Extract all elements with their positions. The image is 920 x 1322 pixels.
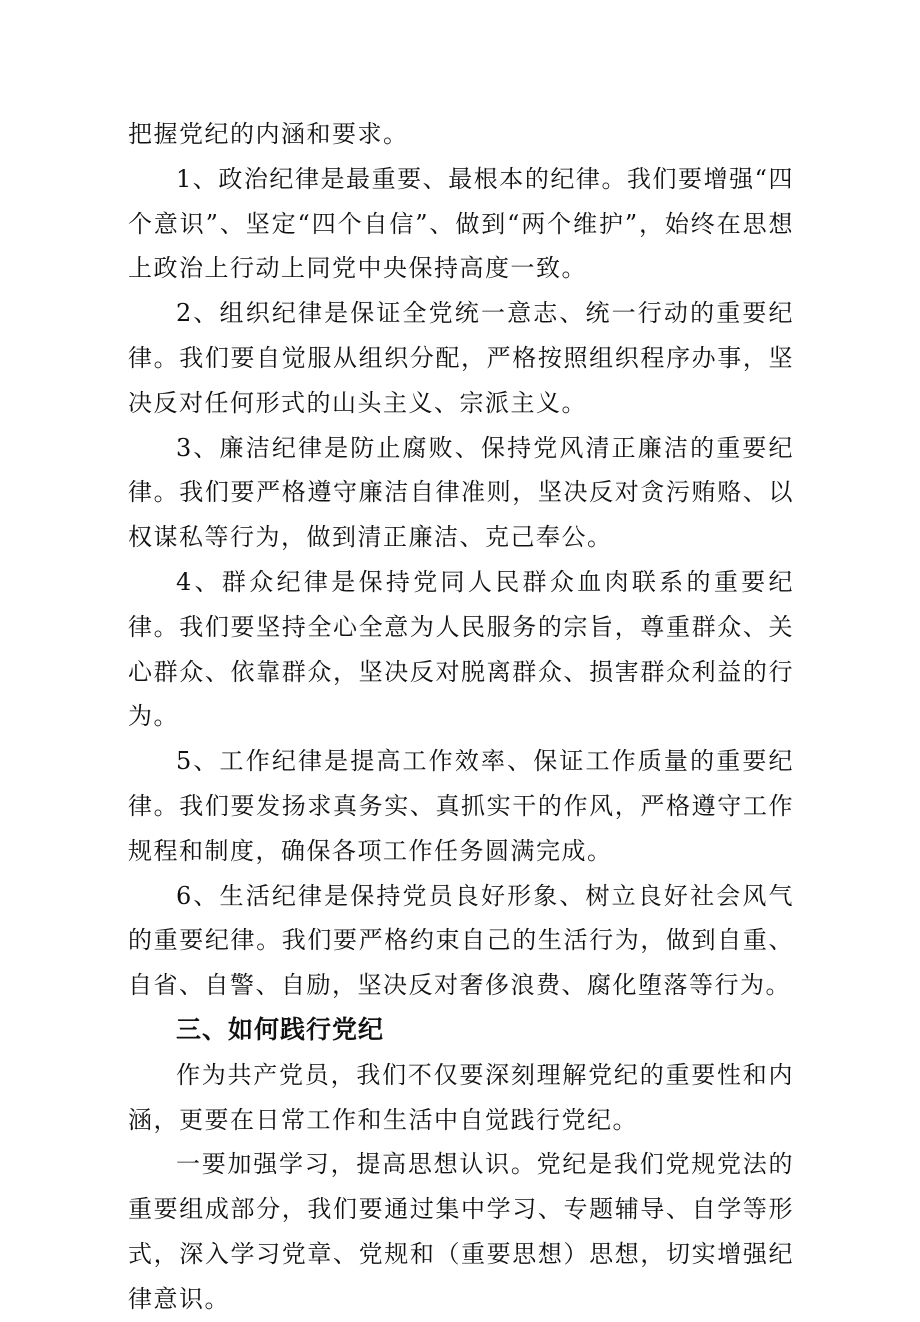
section-heading: 三、如何践行党纪 [176, 1014, 385, 1044]
paragraph-work-discipline: 5、工作纪律是提高工作效率、保证工作质量的重要纪律。我们要发扬求真务实、真抓实干的作风，严格遵守工作规程和制度，确保各项工作任务圆满完成。 [128, 747, 794, 865]
paragraph-mass-discipline: 4、群众纪律是保持党同人民群众血肉联系的重要纪律。我们要坚持全心全意为人民服务的宗旨，尊重群众、关心群众、依靠群众，坚决反对脱离群众、损害群众利益的行为。 [128, 567, 794, 731]
paragraph-continuation: 把握党纪的内涵和要求。 [128, 120, 409, 148]
paragraph-organizational-discipline: 2、组织纪律是保证全党统一意志、统一行动的重要纪律。我们要自觉服从组织分配，严格按照组织程序办事，坚决反对任何形式的山头主义、宗派主义。 [128, 299, 794, 417]
paragraph-political-discipline: 1、政治纪律是最重要、最根本的纪律。我们要增强“四个意识”、坚定“四个自信”、做到“两个维护”，始终在思想上政治上行动上同党中央保持高度一致。 [128, 164, 794, 283]
paragraph-practice-intro: 作为共产党员，我们不仅要深刻理解党纪的重要性和内涵，更要在日常工作和生活中自觉践行党纪。 [128, 1060, 794, 1134]
paragraph-life-discipline: 6、生活纪律是保持党员良好形象、树立良好社会风气的重要纪律。我们要严格约束自己的生活行为，做到自重、自省、自警、自励，坚决反对奢侈浪费、腐化堕落等行为。 [128, 881, 794, 1000]
document-body [128, 112, 794, 1322]
paragraph-integrity-discipline: 3、廉洁纪律是防止腐败、保持党风清正廉洁的重要纪律。我们要严格遵守廉洁自律准则，坚决反对贪污贿赂、以权谋私等行为，做到清正廉洁、克己奉公。 [128, 433, 794, 552]
paragraph-strengthen-study: 一要加强学习，提高思想认识。党纪是我们党规党法的重要组成部分，我们要通过集中学习、专题辅导、自学等形式，深入学习党章、党规和（重要思想）思想，切实增强纪律意识。 [128, 1150, 794, 1313]
